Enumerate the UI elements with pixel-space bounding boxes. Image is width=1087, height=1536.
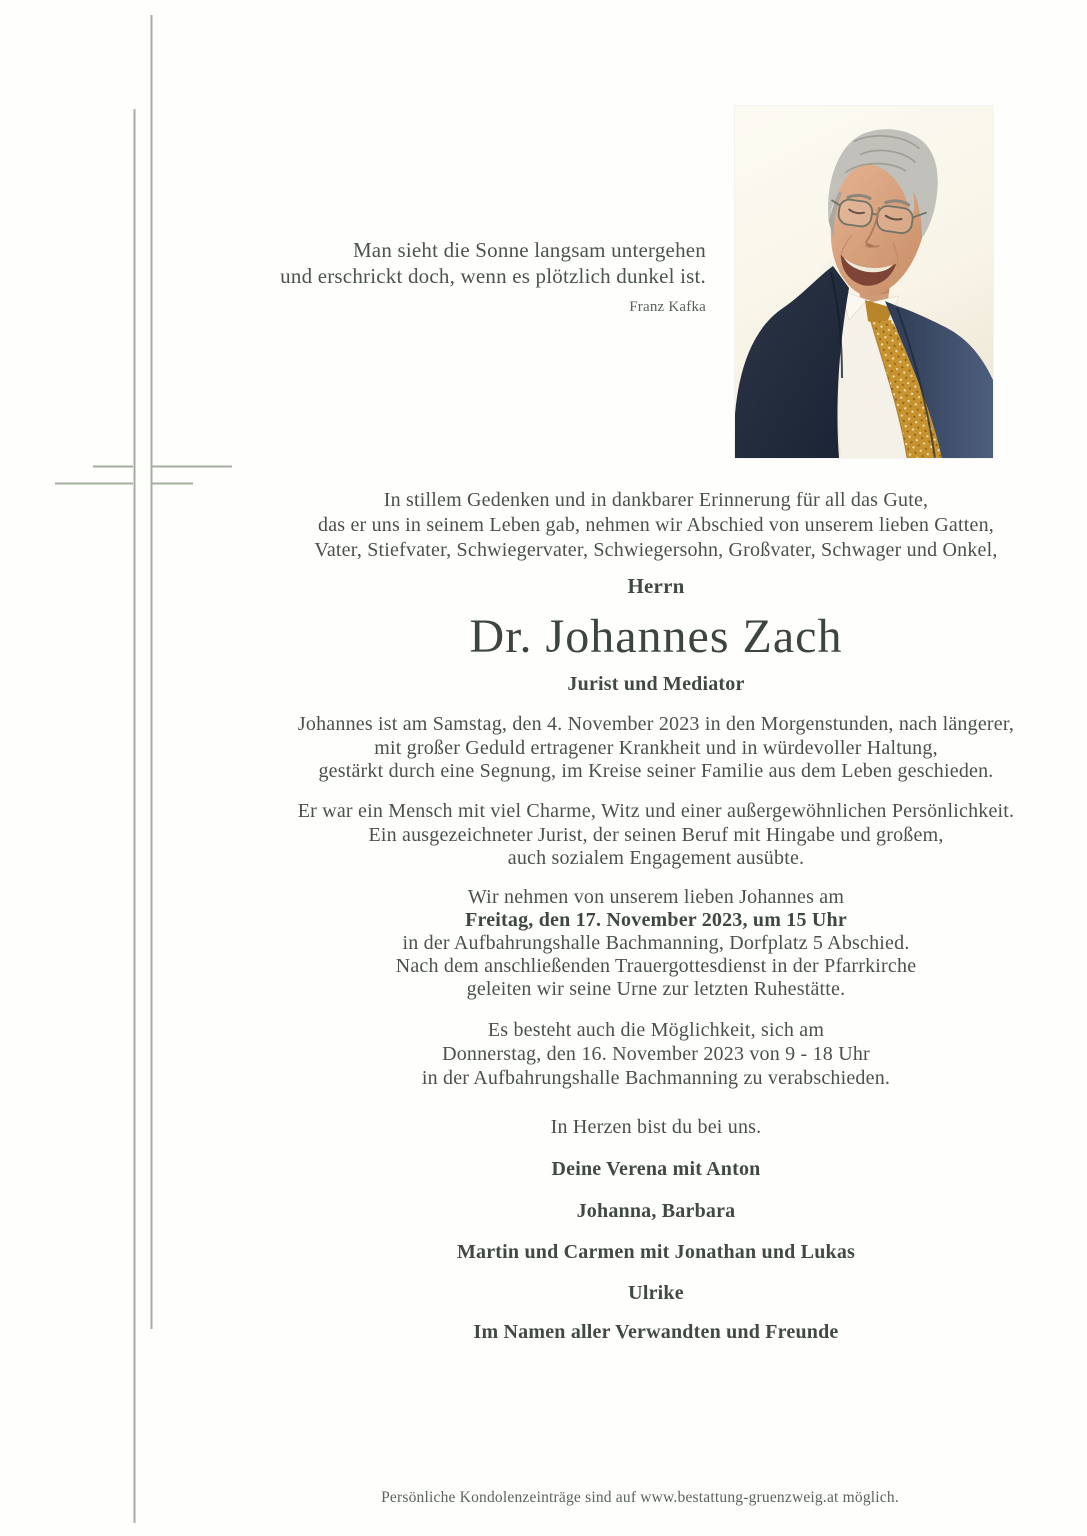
quote-line: und erschrickt doch, wenn es plötzlich dunkel ist. — [280, 264, 706, 288]
mourner-line: Im Namen aller Verwandten und Freunde — [473, 1321, 839, 1343]
farewell-paragraph — [295, 886, 1017, 1001]
tribute-line: auch sozialem Engagement ausübte. — [507, 847, 805, 869]
intro-paragraph — [295, 488, 1017, 563]
deceased-profession: Jurist und Mediator — [567, 673, 745, 695]
tribute-line: Ein ausgezeichneter Jurist, der seinen Beruf mit Hingabe und großem, — [368, 823, 944, 846]
visitation-datetime: Donnerstag, den 16. November 2023 von 9 - 18 Uhr — [442, 1043, 870, 1065]
quote-block — [280, 237, 706, 320]
visitation-paragraph — [295, 1018, 1017, 1090]
obituary-line: Johannes ist am Samstag, den 4. November 2023 in den Morgenstunden, nach längerer, — [297, 713, 1015, 735]
intro-line: das er uns in seinem Leben gab, nehmen wir Abschied von unserem lieben Gatten, — [318, 514, 994, 536]
farewell-line: in der Aufbahrungshalle Bachmanning, Dorfplatz 5 Abschied. — [402, 932, 910, 954]
deceased-name: Dr. Johannes Zach — [469, 610, 843, 663]
tribute-line: Er war ein Mensch mit viel Charme, Witz und einer außergewöhnlichen Persönlichkeit. — [297, 800, 1015, 822]
remembrance-line: In Herzen bist du bei uns. — [550, 1116, 762, 1138]
tribute-paragraph — [295, 800, 1017, 871]
farewell-line: geleiten wir seine Urne zur letzten Ruhestätte. — [466, 978, 846, 1000]
quote-line: Man sieht die Sonne langsam untergehen — [352, 238, 706, 262]
intro-line: In stillem Gedenken und in dankbarer Erinnerung für all das Gute, — [383, 489, 929, 511]
portrait-photo — [735, 106, 993, 458]
farewell-datetime: Freitag, den 17. November 2023, um 15 Uhr — [465, 909, 847, 931]
condolence-footer: Persönliche Kondolenzeinträge sind auf www.bestattung-gruenzweig.at möglich. — [381, 1489, 899, 1506]
visitation-line: Es besteht auch die Möglichkeit, sich am — [487, 1019, 825, 1041]
mourner-line: Ulrike — [628, 1282, 684, 1304]
obituary-paragraph — [295, 713, 1017, 784]
intro-line: Vater, Stiefvater, Schwiegervater, Schwiegersohn, Großvater, Schwager und Onkel, — [314, 539, 998, 561]
mourner-line: Martin und Carmen mit Jonathan und Lukas — [456, 1241, 856, 1263]
memorial-cross-icon — [0, 0, 280, 1536]
visitation-line: in der Aufbahrungshalle Bachmanning zu verabschieden. — [421, 1067, 891, 1089]
quote-attribution: Franz Kafka — [629, 299, 706, 315]
obituary-line: gestärkt durch eine Segnung, im Kreise seiner Familie aus dem Leben geschieden. — [318, 760, 994, 782]
mourner-line: Johanna, Barbara — [576, 1200, 736, 1222]
farewell-line: Wir nehmen von unserem lieben Johannes am — [467, 886, 845, 908]
mourner-line: Deine Verena mit Anton — [551, 1158, 761, 1180]
farewell-line: Nach dem anschließenden Trauergottesdienst in der Pfarrkirche — [395, 955, 917, 977]
obituary-line: mit großer Geduld ertragener Krankheit und in würdevoller Haltung, — [374, 736, 938, 759]
salutation: Herrn — [627, 574, 685, 598]
